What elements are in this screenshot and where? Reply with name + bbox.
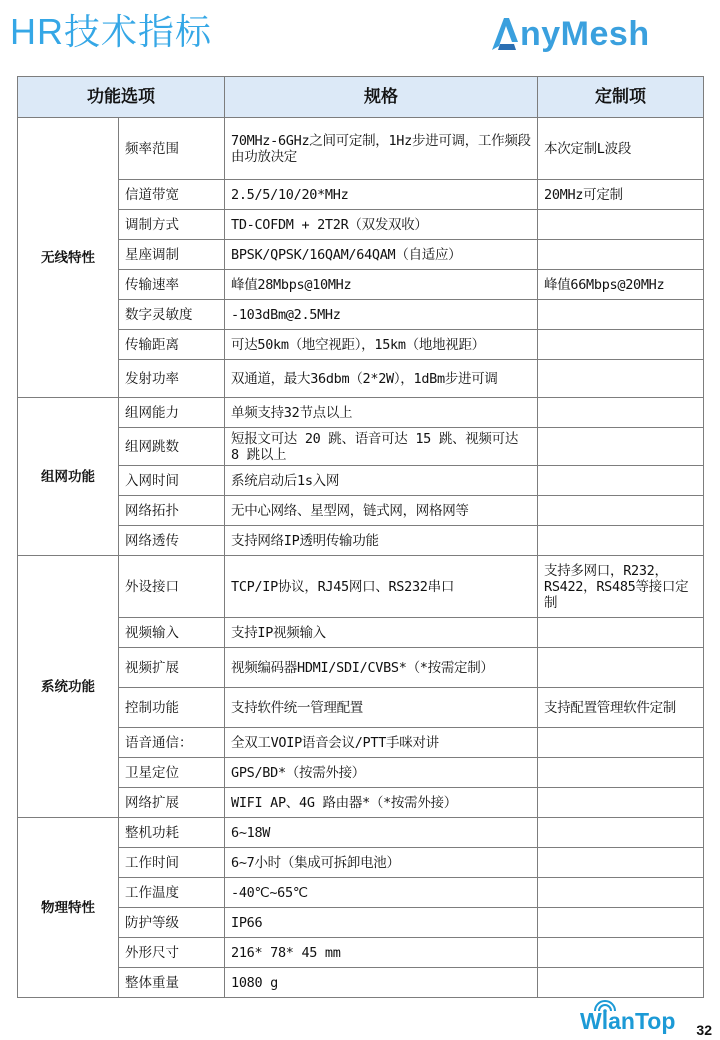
row-custom <box>538 210 704 240</box>
table-row <box>18 118 704 180</box>
row-item: 控制功能 <box>119 688 225 728</box>
row-item: 整体重量 <box>119 968 225 998</box>
row-custom <box>538 466 704 496</box>
row-item: 频率范围 <box>119 118 225 180</box>
row-item: 视频扩展 <box>119 648 225 688</box>
row-spec: 支持网络IP透明传输功能 <box>225 526 538 556</box>
row-custom <box>538 758 704 788</box>
spec-table <box>17 76 704 998</box>
row-custom: 支持配置管理软件定制 <box>538 688 704 728</box>
table-row <box>18 428 704 466</box>
row-item: 传输距离 <box>119 330 225 360</box>
row-spec: IP66 <box>225 908 538 938</box>
row-item: 调制方式 <box>119 210 225 240</box>
row-custom <box>538 728 704 758</box>
wlantop-wordmark: WlanTop <box>580 1008 676 1034</box>
row-custom <box>538 848 704 878</box>
row-spec: 216* 78* 45 mm <box>225 938 538 968</box>
anymesh-a-mark-icon <box>490 14 522 54</box>
row-item: 工作时间 <box>119 848 225 878</box>
table-row <box>18 300 704 330</box>
row-item: 视频输入 <box>119 618 225 648</box>
row-custom <box>538 496 704 526</box>
row-spec: 系统启动后1s入网 <box>225 466 538 496</box>
table-row <box>18 270 704 300</box>
table-row <box>18 908 704 938</box>
row-spec: 可达50km（地空视距），15km（地地视距） <box>225 330 538 360</box>
column-header-spec: 规格 <box>225 77 538 118</box>
row-spec: 视频编码器HDMI/SDI/CVBS*（*按需定制） <box>225 648 538 688</box>
table-row <box>18 878 704 908</box>
page-title: HR技术指标 <box>10 11 212 52</box>
row-spec: WIFI AP、4G 路由器*（*按需外接） <box>225 788 538 818</box>
anymesh-logo <box>490 12 650 56</box>
row-item: 外形尺寸 <box>119 938 225 968</box>
table-row <box>18 728 704 758</box>
row-spec: 无中心网络、星型网，链式网，网格网等 <box>225 496 538 526</box>
row-spec: 70MHz-6GHz之间可定制，1Hz步进可调，工作频段由功放决定 <box>225 118 538 180</box>
table-row <box>18 848 704 878</box>
page-number: 32 <box>696 1022 712 1038</box>
row-custom <box>538 428 704 466</box>
table-row <box>18 758 704 788</box>
row-custom <box>538 300 704 330</box>
row-custom <box>538 938 704 968</box>
row-item: 信道带宽 <box>119 180 225 210</box>
table-row <box>18 398 704 428</box>
row-item: 传输速率 <box>119 270 225 300</box>
row-spec: 峰值28Mbps@10MHz <box>225 270 538 300</box>
row-custom <box>538 648 704 688</box>
row-custom <box>538 908 704 938</box>
row-spec: BPSK/QPSK/16QAM/64QAM（自适应） <box>225 240 538 270</box>
row-item: 星座调制 <box>119 240 225 270</box>
row-item: 整机功耗 <box>119 818 225 848</box>
wlantop-logo <box>580 996 690 1036</box>
row-item: 工作温度 <box>119 878 225 908</box>
row-item: 网络透传 <box>119 526 225 556</box>
table-row <box>18 360 704 398</box>
table-row <box>18 210 704 240</box>
row-spec: 支持软件统一管理配置 <box>225 688 538 728</box>
row-spec: TD-COFDM + 2T2R（双发双收） <box>225 210 538 240</box>
row-custom: 支持多网口，R232，RS422，RS485等接口定制 <box>538 556 704 618</box>
row-spec: 单频支持32节点以上 <box>225 398 538 428</box>
table-row <box>18 496 704 526</box>
row-spec: -40℃~65℃ <box>225 878 538 908</box>
row-spec: TCP/IP协议，RJ45网口、RS232串口 <box>225 556 538 618</box>
row-custom <box>538 618 704 648</box>
row-item: 发射功率 <box>119 360 225 398</box>
row-spec: 1080 g <box>225 968 538 998</box>
row-spec: -103dBm@2.5MHz <box>225 300 538 330</box>
row-custom: 20MHz可定制 <box>538 180 704 210</box>
column-header-function: 功能选项 <box>18 77 225 118</box>
row-custom <box>538 878 704 908</box>
row-custom <box>538 526 704 556</box>
group-label: 物理特性 <box>18 818 119 998</box>
row-item: 组网跳数 <box>119 428 225 466</box>
table-row <box>18 466 704 496</box>
table-row <box>18 330 704 360</box>
table-row <box>18 688 704 728</box>
table-row <box>18 240 704 270</box>
row-custom <box>538 788 704 818</box>
row-custom: 峰值66Mbps@20MHz <box>538 270 704 300</box>
row-custom <box>538 818 704 848</box>
row-item: 数字灵敏度 <box>119 300 225 330</box>
row-spec: 全双工VOIP语音会议/PTT手咪对讲 <box>225 728 538 758</box>
table-row <box>18 818 704 848</box>
row-spec: 双通道，最大36dbm（2*2W），1dBm步进可调 <box>225 360 538 398</box>
row-item: 卫星定位 <box>119 758 225 788</box>
table-row <box>18 618 704 648</box>
row-spec: 6~18W <box>225 818 538 848</box>
table-row <box>18 556 704 618</box>
row-item: 入网时间 <box>119 466 225 496</box>
row-spec: 2.5/5/10/20*MHz <box>225 180 538 210</box>
row-custom: 本次定制L波段 <box>538 118 704 180</box>
table-row <box>18 788 704 818</box>
group-label: 无线特性 <box>18 118 119 398</box>
group-label: 系统功能 <box>18 556 119 818</box>
table-row <box>18 938 704 968</box>
row-custom <box>538 240 704 270</box>
row-custom <box>538 330 704 360</box>
row-item: 组网能力 <box>119 398 225 428</box>
row-item: 网络扩展 <box>119 788 225 818</box>
table-row <box>18 968 704 998</box>
table-row <box>18 648 704 688</box>
row-item: 防护等级 <box>119 908 225 938</box>
row-custom <box>538 398 704 428</box>
row-item: 外设接口 <box>119 556 225 618</box>
row-spec: 短报文可达 20 跳、语音可达 15 跳、视频可达 8 跳以上 <box>225 428 538 466</box>
row-item: 语音通信： <box>119 728 225 758</box>
table-header-row <box>18 77 704 118</box>
row-spec: GPS/BD*（按需外接） <box>225 758 538 788</box>
group-label: 组网功能 <box>18 398 119 556</box>
row-spec: 支持IP视频输入 <box>225 618 538 648</box>
row-spec: 6~7小时（集成可拆卸电池） <box>225 848 538 878</box>
row-custom <box>538 360 704 398</box>
table-row <box>18 180 704 210</box>
brand-wordmark: nyMesh <box>520 14 650 53</box>
table-row <box>18 526 704 556</box>
row-custom <box>538 968 704 998</box>
row-item: 网络拓扑 <box>119 496 225 526</box>
column-header-custom: 定制项 <box>538 77 704 118</box>
